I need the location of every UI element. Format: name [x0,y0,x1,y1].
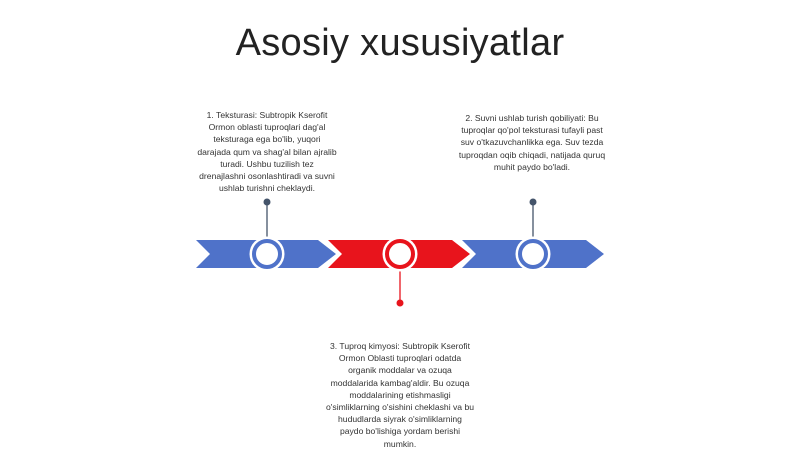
milestone-2-pin-dot [530,199,537,206]
slide-title: Asosiy xususiyatlar [235,22,565,64]
milestone-1-pin-dot [264,199,271,206]
milestone-1-text: 1. Teksturasi: Subtropik Kserofit Ormon oblasti tuproqlari dag'al teksturaga ega bo'lib, yuqori darajada qum va shag'al bilan ajralib turadi. Ushbu tuzilish tez drenajlashni osonlashtiradi va suvni ushlab turishni cheklaydi. [197,110,337,194]
milestone-2-ring [520,241,546,267]
milestone-2-text: 2. Suvni ushlab turish qobiliyati: Bu tuproqlar qo'pol teksturasi tufayli past suv o'tkazuvchanlikka ega. Suv tezda tuproqdan oqib chiqadi, natijada quruq muhit paydo bo'ladi. [458,113,606,172]
milestone-3-pin-dot [397,300,404,307]
milestone-1-ring [254,241,280,267]
milestone-3-text: 3. Tuproq kimyosi: Subtropik Kserofit Ormon Oblasti tuproqlari odatda organik moddalar va ozuqa moddalarida kambag'aldir. Bu ozuqa moddalarining etishmasligi o'simliklarning o'sishini cheklashi va bu hududlarda siyrak o'simliklarning paydo bo'lishiga yordam berishi mumkin. [326,341,475,449]
milestone-3-ring [387,241,413,267]
